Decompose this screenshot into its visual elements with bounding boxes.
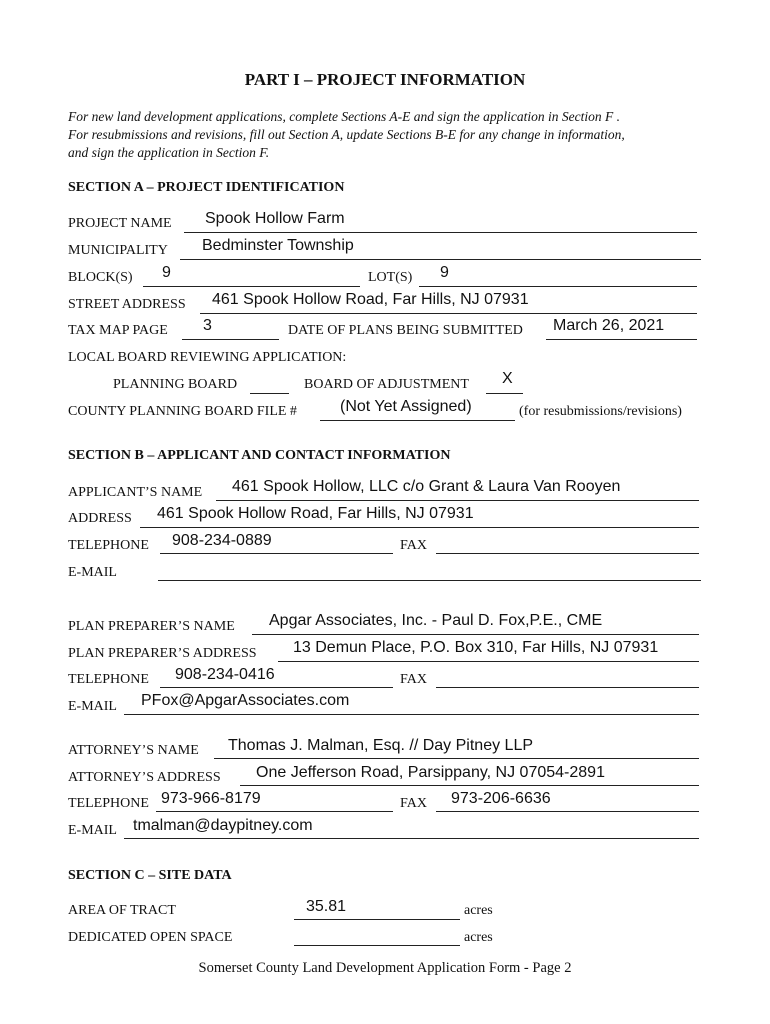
preparer-address-label: PLAN PREPARER’S ADDRESS	[68, 646, 257, 661]
telephone-line	[160, 553, 393, 554]
project-name-line	[184, 232, 697, 233]
county-file-line	[320, 420, 515, 421]
preparer-fax-label: FAX	[400, 672, 427, 687]
attorney-fax-line	[436, 811, 699, 812]
attorney-address-label: ATTORNEY’S ADDRESS	[68, 770, 221, 785]
intro-line: For resubmissions and revisions, fill out Section A, update Sections B-E for any change in information,	[68, 127, 625, 142]
attorney-name-label: ATTORNEY’S NAME	[68, 743, 199, 758]
email-label: E-MAIL	[68, 565, 117, 580]
attorney-email-field[interactable]: tmalman@daypitney.com	[133, 817, 313, 834]
preparer-address-line	[278, 661, 699, 662]
date-of-plans-line	[546, 339, 697, 340]
preparer-email-field[interactable]: PFox@ApgarAssociates.com	[141, 692, 350, 709]
dedicated-open-space-unit: acres	[464, 930, 493, 945]
attorney-name-field[interactable]: Thomas J. Malman, Esq. // Day Pitney LLP	[228, 737, 534, 754]
blocks-line	[143, 286, 360, 287]
street-address-label: STREET ADDRESS	[68, 297, 186, 312]
telephone-label: TELEPHONE	[68, 538, 149, 553]
address-field[interactable]: 461 Spook Hollow Road, Far Hills, NJ 07931	[157, 505, 474, 522]
area-of-tract-unit: acres	[464, 903, 493, 918]
project-name-label: PROJECT NAME	[68, 216, 172, 231]
area-of-tract-line	[294, 919, 460, 920]
address-label: ADDRESS	[68, 511, 132, 526]
lots-field[interactable]: 9	[440, 264, 449, 281]
section-a-heading: SECTION A – PROJECT IDENTIFICATION	[68, 180, 345, 195]
county-file-label: COUNTY PLANNING BOARD FILE #	[68, 404, 297, 419]
blocks-field[interactable]: 9	[162, 264, 171, 281]
page-title: PART I – PROJECT INFORMATION	[244, 70, 526, 89]
address-line	[140, 527, 699, 528]
municipality-line	[180, 259, 701, 260]
date-of-plans-label: DATE OF PLANS BEING SUBMITTED	[288, 323, 523, 338]
municipality-field[interactable]: Bedminster Township	[202, 237, 354, 254]
date-of-plans-field[interactable]: March 26, 2021	[553, 317, 665, 334]
attorney-fax-label: FAX	[400, 796, 427, 811]
county-file-field[interactable]: (Not Yet Assigned)	[340, 398, 472, 415]
preparer-telephone-line	[160, 687, 393, 688]
attorney-email-line	[124, 838, 699, 839]
fax-label: FAX	[400, 538, 427, 553]
attorney-telephone-label: TELEPHONE	[68, 796, 149, 811]
preparer-name-line	[252, 634, 699, 635]
project-name-field[interactable]: Spook Hollow Farm	[205, 210, 345, 227]
tax-map-page-field[interactable]: 3	[203, 317, 212, 334]
email-line	[158, 580, 701, 581]
preparer-fax-line	[436, 687, 699, 688]
planning-board-line	[250, 393, 289, 394]
blocks-label: BLOCK(S)	[68, 270, 133, 285]
applicant-name-line	[216, 500, 699, 501]
street-address-field[interactable]: 461 Spook Hollow Road, Far Hills, NJ 07931	[212, 291, 529, 308]
lots-label: LOT(S)	[368, 270, 413, 285]
preparer-telephone-field[interactable]: 908-234-0416	[175, 666, 275, 683]
preparer-name-label: PLAN PREPARER’S NAME	[68, 619, 235, 634]
area-of-tract-label: AREA OF TRACT	[68, 903, 176, 918]
attorney-fax-field[interactable]: 973-206-6636	[451, 790, 551, 807]
street-address-line	[200, 313, 697, 314]
municipality-label: MUNICIPALITY	[68, 243, 168, 258]
intro-line: and sign the application in Section F.	[68, 145, 270, 160]
preparer-email-label: E-MAIL	[68, 699, 117, 714]
applicant-name-label: APPLICANT’S NAME	[68, 485, 203, 500]
fax-line	[436, 553, 699, 554]
planning-board-label: PLANNING BOARD	[113, 377, 238, 392]
intro-line: For new land development applications, complete Sections A-E and sign the application in Section F .	[68, 109, 621, 124]
preparer-email-line	[124, 714, 699, 715]
attorney-address-line	[240, 785, 699, 786]
board-of-adjustment-field[interactable]: X	[502, 370, 513, 387]
page-footer: Somerset County Land Development Application Form - Page 2	[198, 960, 572, 976]
local-board-label: LOCAL BOARD REVIEWING APPLICATION:	[68, 350, 347, 365]
attorney-email-label: E-MAIL	[68, 823, 117, 838]
attorney-address-field[interactable]: One Jefferson Road, Parsippany, NJ 07054-2891	[256, 764, 605, 781]
county-file-note: (for resubmissions/revisions)	[519, 404, 682, 419]
preparer-telephone-label: TELEPHONE	[68, 672, 149, 687]
intro-text	[68, 108, 708, 162]
section-b-heading: SECTION B – APPLICANT AND CONTACT INFORMATION	[68, 448, 451, 463]
applicant-name-field[interactable]: 461 Spook Hollow, LLC c/o Grant & Laura Van Rooyen	[232, 478, 621, 495]
preparer-name-field[interactable]: Apgar Associates, Inc. - Paul D. Fox,P.E., CME	[269, 612, 603, 629]
attorney-telephone-field[interactable]: 973-966-8179	[161, 790, 261, 807]
tax-map-page-line	[182, 339, 279, 340]
tax-map-page-label: TAX MAP PAGE	[68, 323, 168, 338]
area-of-tract-field[interactable]: 35.81	[306, 898, 347, 915]
lots-line	[419, 286, 697, 287]
telephone-field[interactable]: 908-234-0889	[172, 532, 272, 549]
board-of-adjustment-label: BOARD OF ADJUSTMENT	[304, 377, 469, 392]
attorney-telephone-line	[156, 811, 393, 812]
section-c-heading: SECTION C – SITE DATA	[68, 868, 232, 883]
preparer-address-field[interactable]: 13 Demun Place, P.O. Box 310, Far Hills, NJ 07931	[293, 639, 659, 656]
dedicated-open-space-label: DEDICATED OPEN SPACE	[68, 930, 233, 945]
board-of-adjustment-line	[486, 393, 523, 394]
attorney-name-line	[214, 758, 699, 759]
dedicated-open-space-line	[294, 945, 460, 946]
